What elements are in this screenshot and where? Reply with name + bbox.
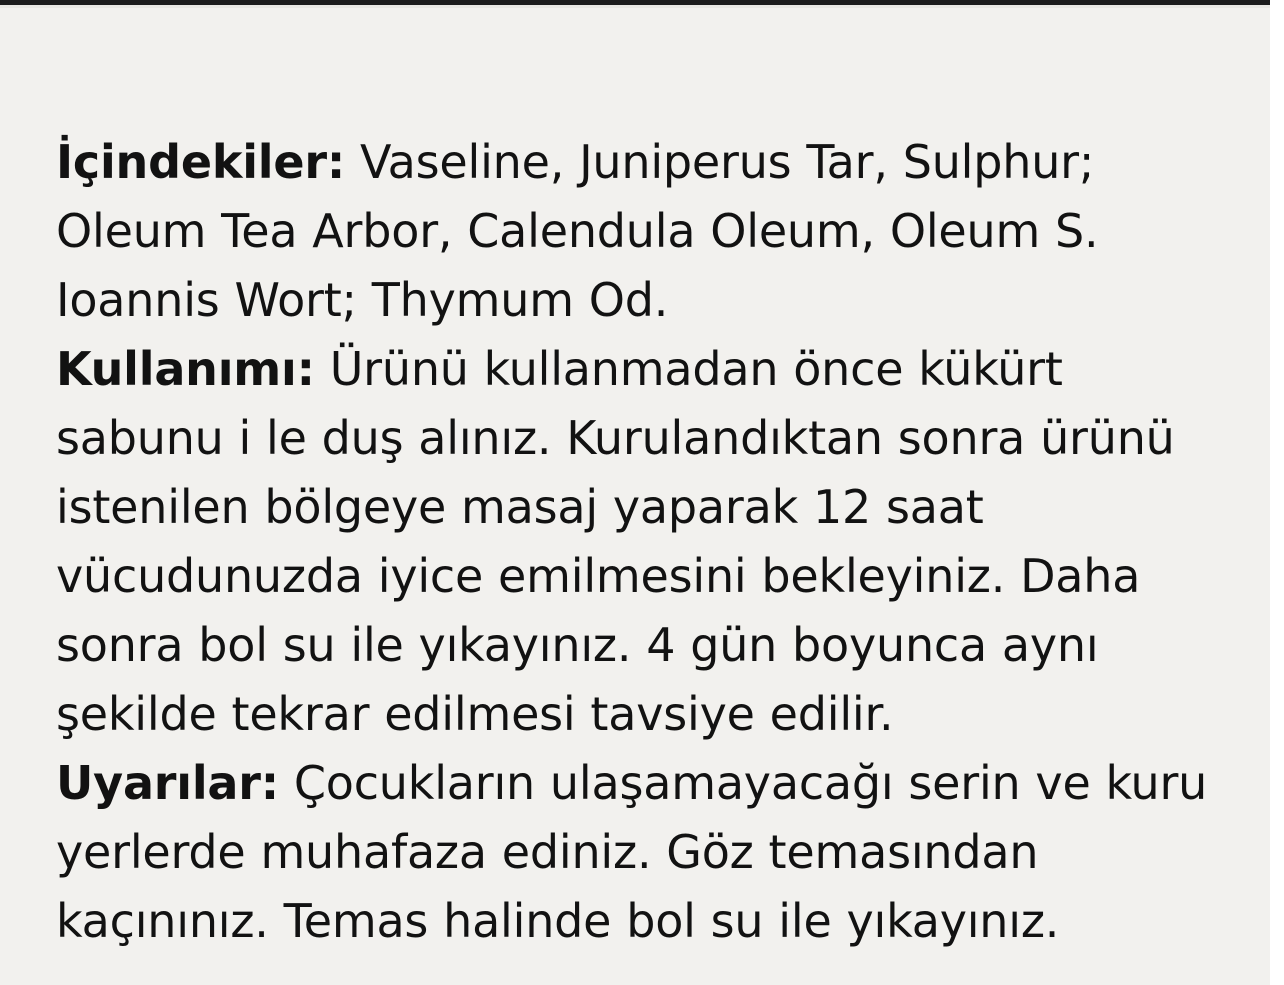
warnings-paragraph xyxy=(56,749,1241,956)
warnings-heading: Uyarılar: xyxy=(56,756,279,810)
usage-body: Ürünü kullanmadan önce kükürt sabunu i le duş alınız. Kurulandıktan sonra ürünü istenilen bölgeye masaj yaparak 12 saat vücudunuzda iyice emilmesini bekleyiniz. Daha sonra bol su ile yıkayınız. 4 gün boyunca aynı şekilde tekrar edilmesi tavsiye edilir. xyxy=(56,342,1175,741)
ingredients-body: Vaseline, Juniperus Tar, Sulphur; Oleum Tea Arbor, Calendula Oleum, Oleum S. Ioannis Wort; Thymum Od. xyxy=(56,135,1099,327)
label-text-block xyxy=(56,128,1241,956)
right-margin-edge xyxy=(1270,0,1284,985)
top-divider-rule xyxy=(0,0,1284,8)
usage-heading: Kullanımı: xyxy=(56,342,315,396)
ingredients-paragraph xyxy=(56,128,1241,335)
ingredients-heading: İçindekiler: xyxy=(56,135,346,189)
usage-paragraph xyxy=(56,335,1241,749)
warnings-body: Çocukların ulaşamayacağı serin ve kuru yerlerde muhafaza ediniz. Göz temasından kaçınınız. Temas halinde bol su ile yıkayınız. xyxy=(56,756,1208,948)
